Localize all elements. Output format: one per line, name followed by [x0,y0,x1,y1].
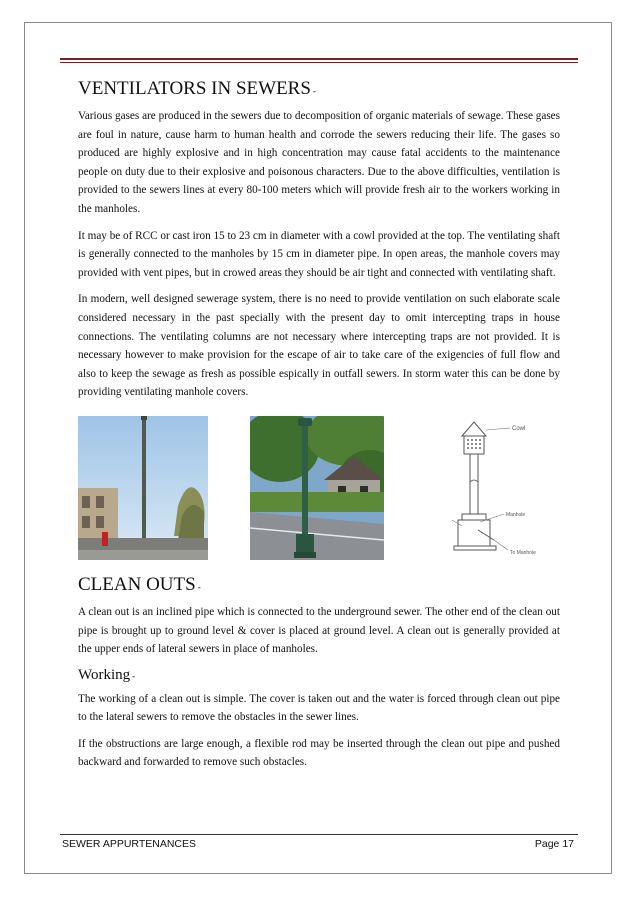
ventilators-paragraph-1: Various gases are produced in the sewers due to decomposition of organic materials of sewage. These gases are foul in nature, cause harm to human health and corrode the sewers reducing their life. The gases so produced are highly explosive and in high concentration may cause fatal accidents to the maintenance people on duty due to their explosive and poisonous characters. Due to the above difficulties, ventilation is provided to the sewers lines at every 80-100 meters which will provide fresh air to the workers working in the manholes. [78,110,560,215]
header-rule-thin [60,62,578,63]
working-heading [78,667,560,684]
heading-dash: - [312,86,316,96]
working-heading-text: Working [78,666,131,683]
header-rule [60,58,578,60]
heading-dash: - [197,581,201,592]
diagram-label-cowl: Cowl [512,425,526,432]
clean-outs-heading [78,574,560,596]
clean-outs-paragraph-1: A clean out is an inclined pipe which is connected to the underground sewer. The other end of the clean out pipe is brought up to ground level & cover is placed at ground level. A clean out is generally provided at the upper ends of lateral sewers in place of manholes. [78,605,560,656]
page-number: Page 17 [534,838,574,850]
working-paragraph-1: The working of a clean out is simple. The cover is taken out and the water is forced through clean out pipe to the lateral sewers to remove the obstacles in the sewer lines. [78,692,560,724]
ventilators-paragraph-3: In modern, well designed sewerage system, there is no need to provide ventilation on such elaborate scale considered necessary in the past specially with the present day to omit intercepting traps in house connections. The ventilating columns are not necessary where intercepting traps are not provided. It is necessary however to make provision for the escape of air to take care of the exigencies of full flow and also to keep the sewage as fresh as possible espically in outfall sewers. In storm water this can be done by providing ventilating manhole covers. [78,293,560,399]
vent-shaft-diagram [418,416,560,560]
heading-dash: - [132,670,136,681]
footer-rule [60,834,578,835]
working-paragraph-2: If the obstructions are large enough, a flexible rod may be inserted through the clean out pipe and pushed backward and forwarded to remove such obstacles. [78,737,560,769]
ventilators-paragraph-2: It may be of RCC or cast iron 15 to 23 cm in diameter with a cowl provided at the top. The ventilating shaft is generally connected to the manholes by 15 cm in diameter pipe. In open areas, the manhole covers may provided with vent pipes, but in crowed areas they should be air tight and connected with ventilating shaft. [78,229,560,279]
figures-row [78,416,560,562]
footer-title: SEWER APPURTENANCES [62,838,197,850]
vent-pipe-photo-2 [250,416,384,560]
page-content [78,78,560,780]
ventilators-heading [78,78,560,100]
vent-pipe-photo-1 [78,416,208,560]
ventilators-heading-text: VENTILATORS IN SEWERS [78,78,311,99]
diagram-label-to-manhole: To Manhole [510,549,536,556]
diagram-label-manhole: Manhole [506,511,526,518]
clean-outs-heading-text: CLEAN OUTS [78,573,196,595]
